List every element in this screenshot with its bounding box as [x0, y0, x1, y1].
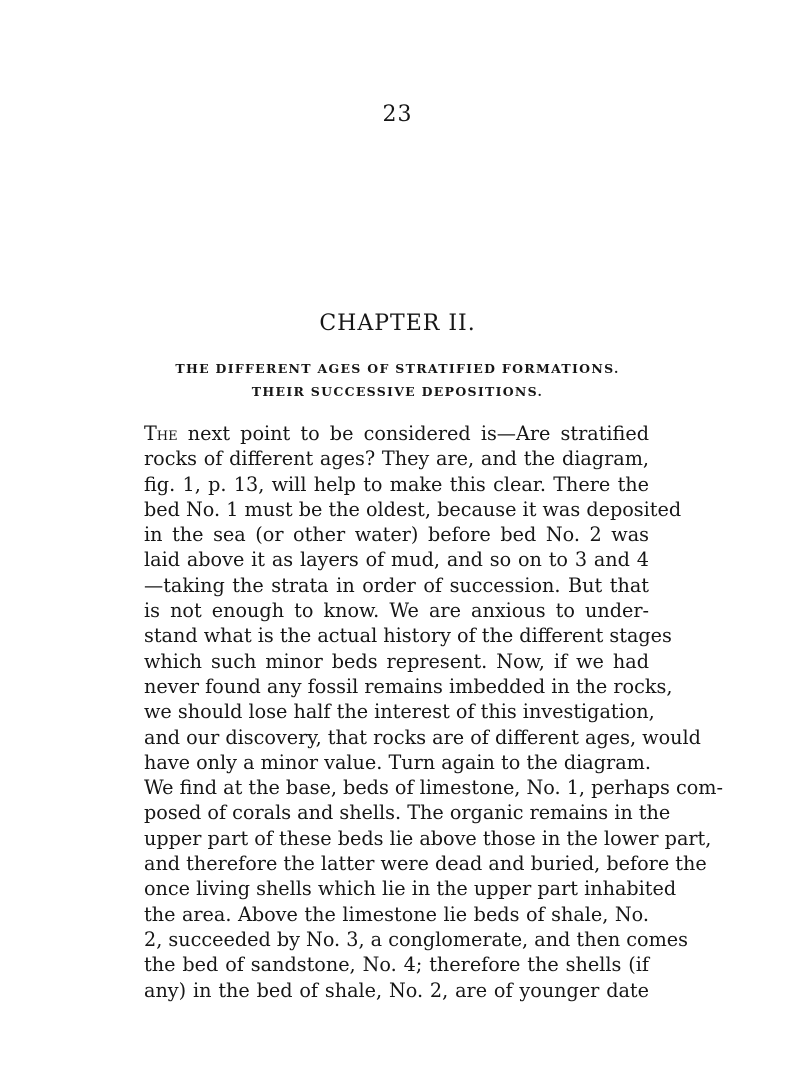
body-paragraph	[144, 421, 723, 1003]
page-number: 23	[382, 102, 413, 127]
body-line-9: stand what is the actual history of the different stages	[144, 624, 672, 648]
body-line-1: The next point to be considered is—Are stratified	[144, 422, 649, 445]
body-line-5: in the sea (or other water) before bed No. 2 was	[144, 523, 649, 547]
chapter-subtitle-line-1: THE DIFFERENT AGES OF STRATIFIED FORMATIONS.	[175, 361, 620, 376]
body-line-4: bed No. 1 must be the oldest, because it was deposited	[144, 497, 682, 521]
body-line-19: once living shells which lie in the upper part inhabited	[144, 877, 677, 901]
body-line-11: never found any fossil remains imbedded in the rocks,	[144, 674, 673, 698]
body-line-15: We find at the base, beds of limestone, No. 1, perhaps com-	[144, 776, 723, 800]
body-line-17: upper part of these beds lie above those in the lower part,	[144, 826, 712, 850]
body-line-21: 2, succeeded by No. 3, a conglomerate, and then comes	[144, 927, 689, 951]
body-line-6: laid above it as layers of mud, and so on to 3 and 4	[144, 548, 649, 572]
body-line-20: the area. Above the limestone lie beds of shale, No.	[144, 902, 649, 926]
body-line-16: posed of corals and shells. The organic remains in the	[144, 801, 671, 825]
body-line-3: fig. 1, p. 13, will help to make this clear. There the	[144, 472, 649, 496]
chapter-title: CHAPTER II.	[319, 311, 476, 336]
body-line-10: which such minor beds represent. Now, if we had	[144, 649, 649, 673]
chapter-subtitle-line-2: THEIR SUCCESSIVE DEPOSITIONS.	[251, 384, 544, 399]
opening-word: The	[144, 422, 178, 445]
body-line-14: have only a minor value. Turn again to the diagram.	[144, 750, 651, 774]
body-line-8: is not enough to know. We are anxious to under-	[144, 599, 649, 623]
body-line-7: —taking the strata in order of succession. But that	[144, 573, 649, 597]
body-line-18: and therefore the latter were dead and buried, before the	[144, 852, 707, 876]
body-line-22: the bed of sandstone, No. 4; therefore the shells (if	[144, 953, 649, 977]
body-line-2: rocks of different ages? They are, and the diagram,	[144, 447, 649, 471]
body-line-23: any) in the bed of shale, No. 2, are of younger date	[144, 978, 649, 1002]
body-line-13: and our discovery, that rocks are of different ages, would	[144, 725, 701, 749]
body-line-12: we should lose half the interest of this investigation,	[144, 700, 655, 724]
